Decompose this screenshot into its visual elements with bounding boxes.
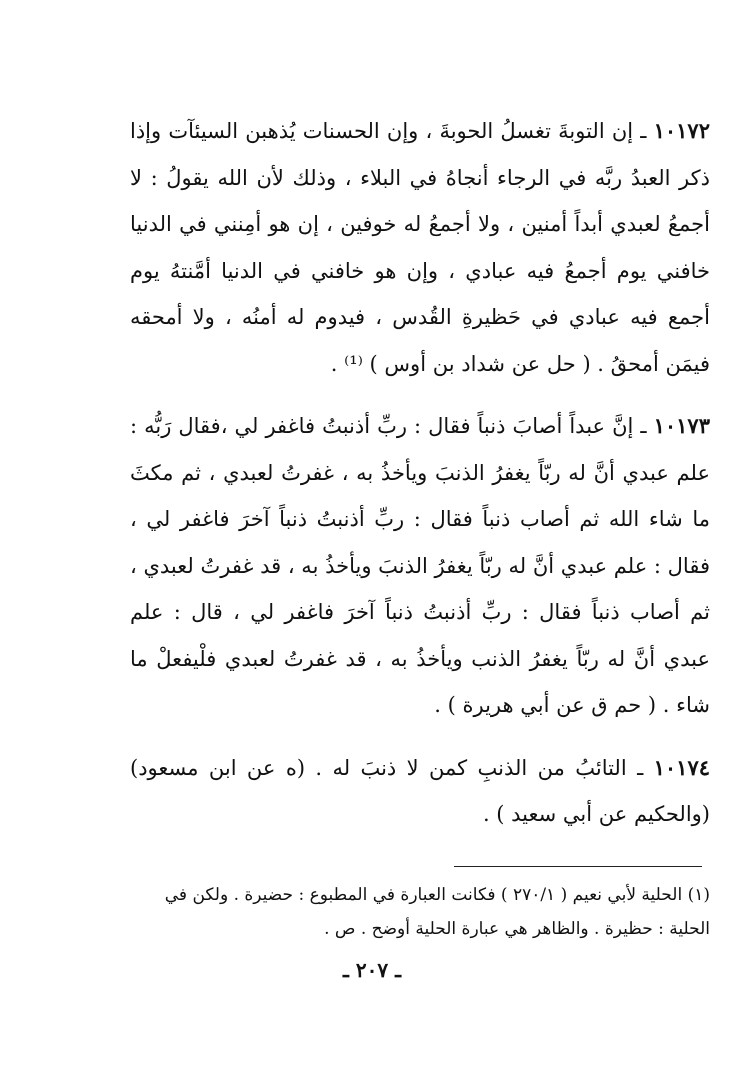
hadith-separator: ـ [637, 755, 644, 780]
page-number: ـ ٢٠٧ ـ [343, 958, 401, 982]
hadith-separator: ـ [640, 414, 647, 438]
hadith-10173 [130, 403, 710, 729]
footnote-divider [454, 866, 702, 867]
hadith-10172 [130, 108, 710, 387]
hadith-text: التائبُ من الذنبِ كمن لا ذنبَ له . (ه عن ابن مسعود) (والحكيم عن أبي سعيد ) . [130, 755, 710, 826]
page-body [130, 108, 710, 854]
hadith-text: إن التوبةَ تغسلُ الحوبةَ ، وإن الحسنات يُذهبن السيئآت وإذا ذكر العبدُ ربَّه في الرجاء أنجاهُ في البلاء ، وذلك لأن الله يقولُ : لا أجمعُ لعبدي أبداً أمنين ، ولا أجمعُ له خوفين ، إن هو أمِنني في الدنيا خافني يوم أجمعُ فيه عبادي ، وإن هو خافني في الدنيا أمَّنتهُ يوم أجمع فيه عبادي في حَظيرةِ القُدس ، فيدوم له أمنُه ، ولا أمحقه فيمَن أمحقُ . ( حل عن شداد بن أوس ) ⁽¹⁾ . [130, 119, 710, 376]
hadith-text: إنَّ عبداً أصابَ ذنباً فقال : ربِّ أذنبتُ فاغفر لي ،فقال رَبُّه : علم عبدي أنَّ له ربّاً يغفرُ الذنبَ ويأخذُ به ، غفرتُ لعبدي ، ثم مكثَ ما شاء الله ثم أصاب ذنباً فقال : ربِّ أذنبتُ ذنباً آخرَ فاغفر لي ، فقال : علم عبدي أنَّ له ربّاً يغفرُ الذنبَ ويأخذُ به ، قد غفرتُ لعبدي ، ثم أصاب ذنباً فقال : ربِّ أذنبتُ ذنباً آخرَ فاغفر لي ، قال : علم عبدي أنَّ له ربّاً يغفرُ الذنب ويأخذُ به ، قد غفرتُ لعبدي فلْيفعلْ ما شاء . ( حم ق عن أبي هريرة ) . [130, 414, 710, 717]
hadith-separator: ـ [640, 119, 647, 143]
footnote: (١) الحلية لأبي نعيم ( ٢٧٠/١ ) فكانت العبارة في المطبوع : حضيرة . ولكن في الحلية : حظيرة . والظاهر هي عبارة الحلية أوضح . ص . [164, 885, 710, 939]
hadith-number: ١٠١٧٤ [653, 754, 711, 780]
hadith-number: ١٠١٧٣ [653, 413, 710, 438]
hadith-number: ١٠١٧٢ [653, 118, 710, 143]
hadith-10174 [130, 745, 710, 838]
